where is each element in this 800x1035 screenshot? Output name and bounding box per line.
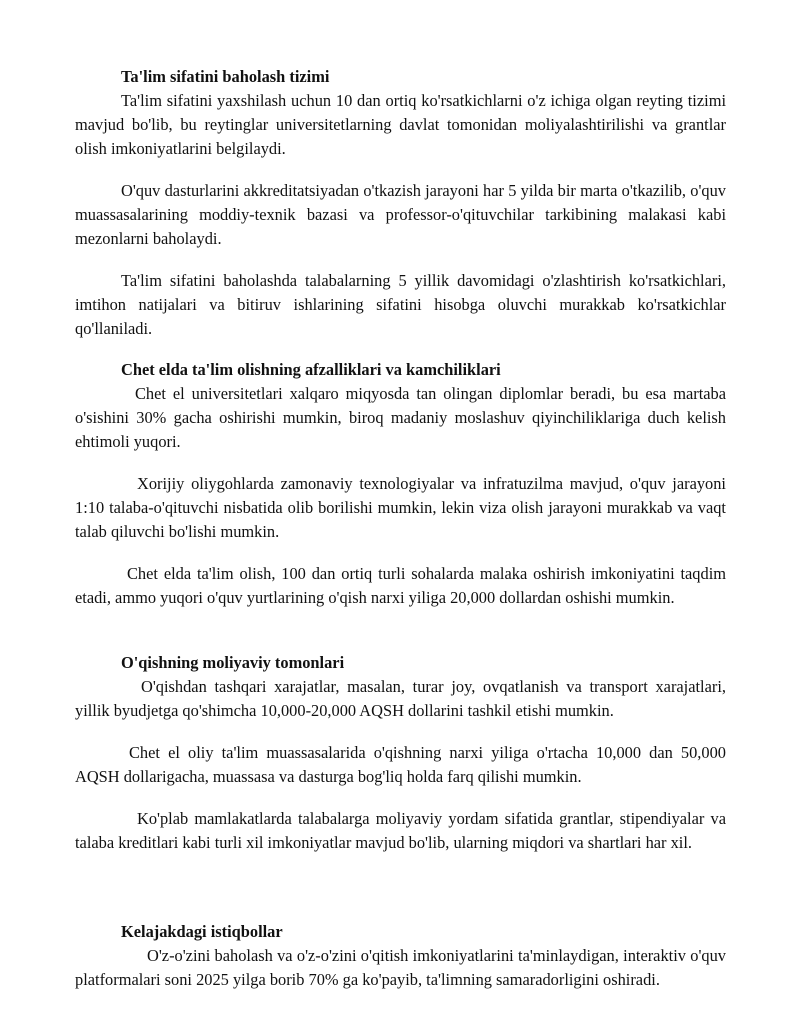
paragraph: O'z-o'zini baholash va o'z-o'zini o'qitish imkoniyatlarini ta'minlaydigan, interaktiv o'quv platformalari soni 2025 yilga borib 70% ga ko'payib, ta'limning samaradorligini oshiradi. — [75, 946, 726, 989]
paragraph: Xorijiy oliygohlarda zamonaviy texnologiyalar va infratuzilma mavjud, o'quv jarayoni 1:10 talaba-o'qituvchi nisbatida olib borilishi mumkin, lekin viza olish jarayoni murakkab va vaqt talab qiluvchi bo'lishi mumkin. — [75, 474, 726, 541]
paragraph: Chet el oliy ta'lim muassasalarida o'qishning narxi yiliga o'rtacha 10,000 dan 50,000 AQSH dollarigacha, muassasa va dasturga bog'liq holda farq qilishi mumkin. — [75, 743, 726, 786]
paragraph: O'qishdan tashqari xarajatlar, masalan, turar joy, ovqatlanish va transport xarajatlari, yillik byudjetga qo'shimcha 10,000-20,000 AQSH dollarini tashkil etishi mumkin. — [75, 677, 726, 720]
paragraph: Ko'plab mamlakatlarda talabalarga moliyaviy yordam sifatida grantlar, stipendiyalar va talaba kreditlari kabi turli xil imkoniyatlar mavjud bo'lib, ularning miqdori va shartlari har xil. — [75, 809, 726, 852]
section-financial-aspects — [75, 651, 726, 855]
section-quality-assessment — [75, 65, 726, 341]
section-study-abroad — [75, 358, 726, 610]
paragraph: O'quv dasturlarini akkreditatsiyadan o'tkazish jarayoni har 5 yilda bir marta o'tkazilib, o'quv muassasalarining moddiy-texnik bazasi va professor-o'qituvchilar tarkibining malakasi kabi mezonlarni baholaydi. — [75, 181, 726, 248]
section-future-prospects — [75, 920, 726, 992]
paragraph: Chet elda ta'lim olish, 100 dan ortiq turli sohalarda malaka oshirish imkoniyatini taqdim etadi, ammo yuqori o'quv yurtlarining o'qish narxi yiliga 20,000 dollardan oshishi mumkin. — [75, 564, 726, 607]
paragraph: Chet el universitetlari xalqaro miqyosda tan olingan diplomlar beradi, bu esa martaba o'sishini 30% gacha oshirishi mumkin, biroq madaniy moslashuv qiyinchiliklariga duch kelish ehtimoli yuqori. — [75, 384, 726, 451]
section-heading: Ta'lim sifatini baholash tizimi — [121, 67, 330, 86]
paragraph: Ta'lim sifatini yaxshilash uchun 10 dan ortiq ko'rsatkichlarni o'z ichiga olgan reyting tizimi mavjud bo'lib, bu reytinglar universitetlarning davlat tomonidan moliyalashtirilishi va grantlar olish imkoniyatlarini belgilaydi. — [75, 91, 726, 158]
section-heading: Chet elda ta'lim olishning afzalliklari va kamchiliklari — [121, 360, 501, 379]
section-heading: O'qishning moliyaviy tomonlari — [121, 653, 345, 672]
section-heading: Kelajakdagi istiqbollar — [121, 922, 283, 941]
paragraph: Ta'lim sifatini baholashda talabalarning 5 yillik davomidagi o'zlashtirish ko'rsatkichlari, imtihon natijalari va bitiruv ishlarining sifatini hisobga oluvchi murakkab ko'rsatkichlar qo'llaniladi. — [75, 271, 726, 338]
